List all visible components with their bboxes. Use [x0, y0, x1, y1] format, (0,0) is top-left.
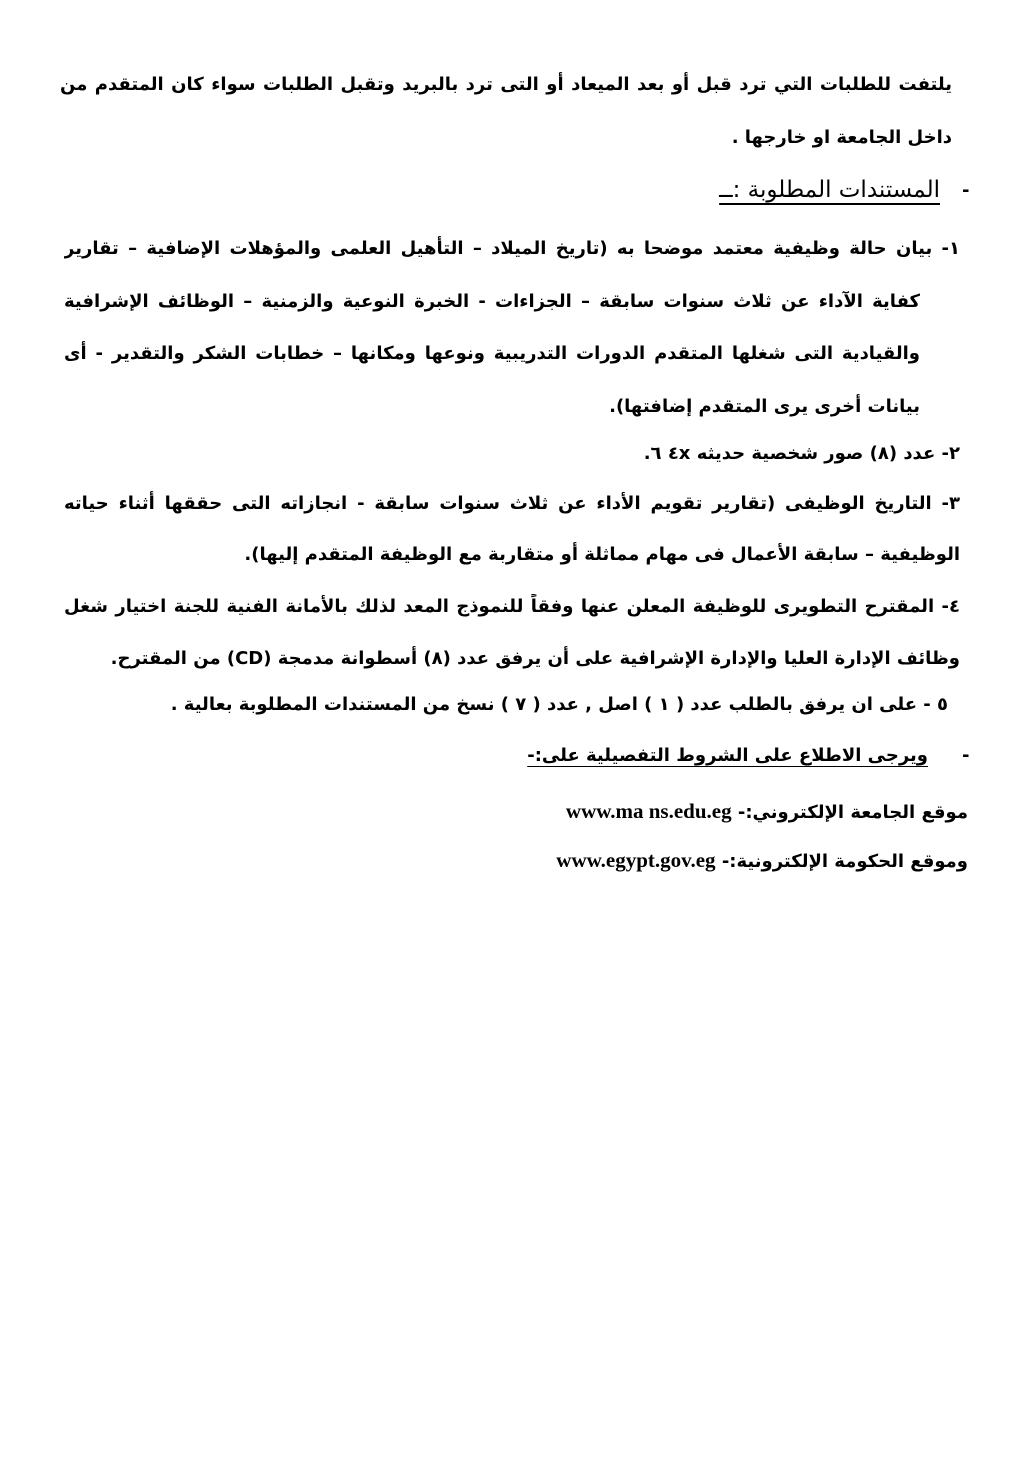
government-website-label: وموقع الحكومة الإلكترونية:- — [721, 851, 968, 872]
item-1-line-4: بيانات أخرى يرى المتقدم إضافتها). — [609, 396, 920, 417]
university-website-url[interactable]: www.ma ns.edu.eg — [565, 799, 732, 823]
university-website-label: موقع الجامعة الإلكتروني:- — [737, 802, 968, 823]
item-3-line-2: الوظيفية – سابقة الأعمال فى مهام مماثلة أو متقاربة مع الوظيفة المتقدم إليها). — [244, 544, 960, 565]
government-website-url[interactable]: www.egypt.gov.eg — [556, 848, 716, 872]
conditions-text: ويرجى الاطلاع على الشروط التفصيلية على:- — [527, 745, 928, 766]
university-website-line — [566, 797, 968, 827]
conditions-line — [527, 743, 928, 769]
item-1-line-3: والقيادية التى شغلها المتقدم الدورات التدريبية ونوعها ومكانها – خطابات الشكر والتقدير - أى — [64, 343, 920, 364]
item-4-line-1: ٤- المقترح التطويرى للوظيفة المعلن عنها وفقاً للنموذج المعد لذلك بالأمانة الفنية للجنة اختيار شغل — [64, 596, 960, 617]
documents-heading-text: المستندات المطلوبة :ــ — [719, 177, 940, 203]
item-1-line-2: كفاية الآداء عن ثلاث سنوات سابقة – الجزاءات - الخبرة النوعية والزمنية – الوظائف الإشرافية — [64, 291, 920, 312]
item-3-line-1: ٣- التاريخ الوظيفى (تقارير تقويم الأداء عن ثلاث سنوات سابقة - انجازاته التى حققها أثناء حياته — [64, 493, 960, 514]
documents-bullet: - — [962, 180, 970, 201]
intro-line-2: داخل الجامعة او خارجها . — [731, 127, 952, 148]
item-1-line-1: ١- بيان حالة وظيفية معتمد موضحا به (تاريخ الميلاد – التأهيل العلمى والمؤهلات الإضافية – تقارير — [64, 238, 960, 259]
intro-line-1: يلتفت للطلبات التي ترد قبل أو بعد الميعاد أو التى ترد بالبريد وتقبل الطلبات سواء كان المتقدم من — [60, 74, 952, 95]
item-2-line-1: ٢- عدد (٨) صور شخصية حديثه ٤x ٦. — [643, 443, 960, 464]
item-4-line-2: وظائف الإدارة العليا والإدارة الإشرافية على أن يرفق عدد (٨) أسطوانة مدمجة (CD) من المقترح. — [110, 648, 960, 669]
item-5-line-1: ٥ - على ان يرفق بالطلب عدد ( ١ ) اصل , عدد ( ٧ ) نسخ من المستندات المطلوبة بعالية . — [170, 694, 948, 715]
government-website-line — [556, 846, 968, 876]
documents-heading — [719, 175, 940, 205]
conditions-bullet: - — [962, 745, 970, 766]
